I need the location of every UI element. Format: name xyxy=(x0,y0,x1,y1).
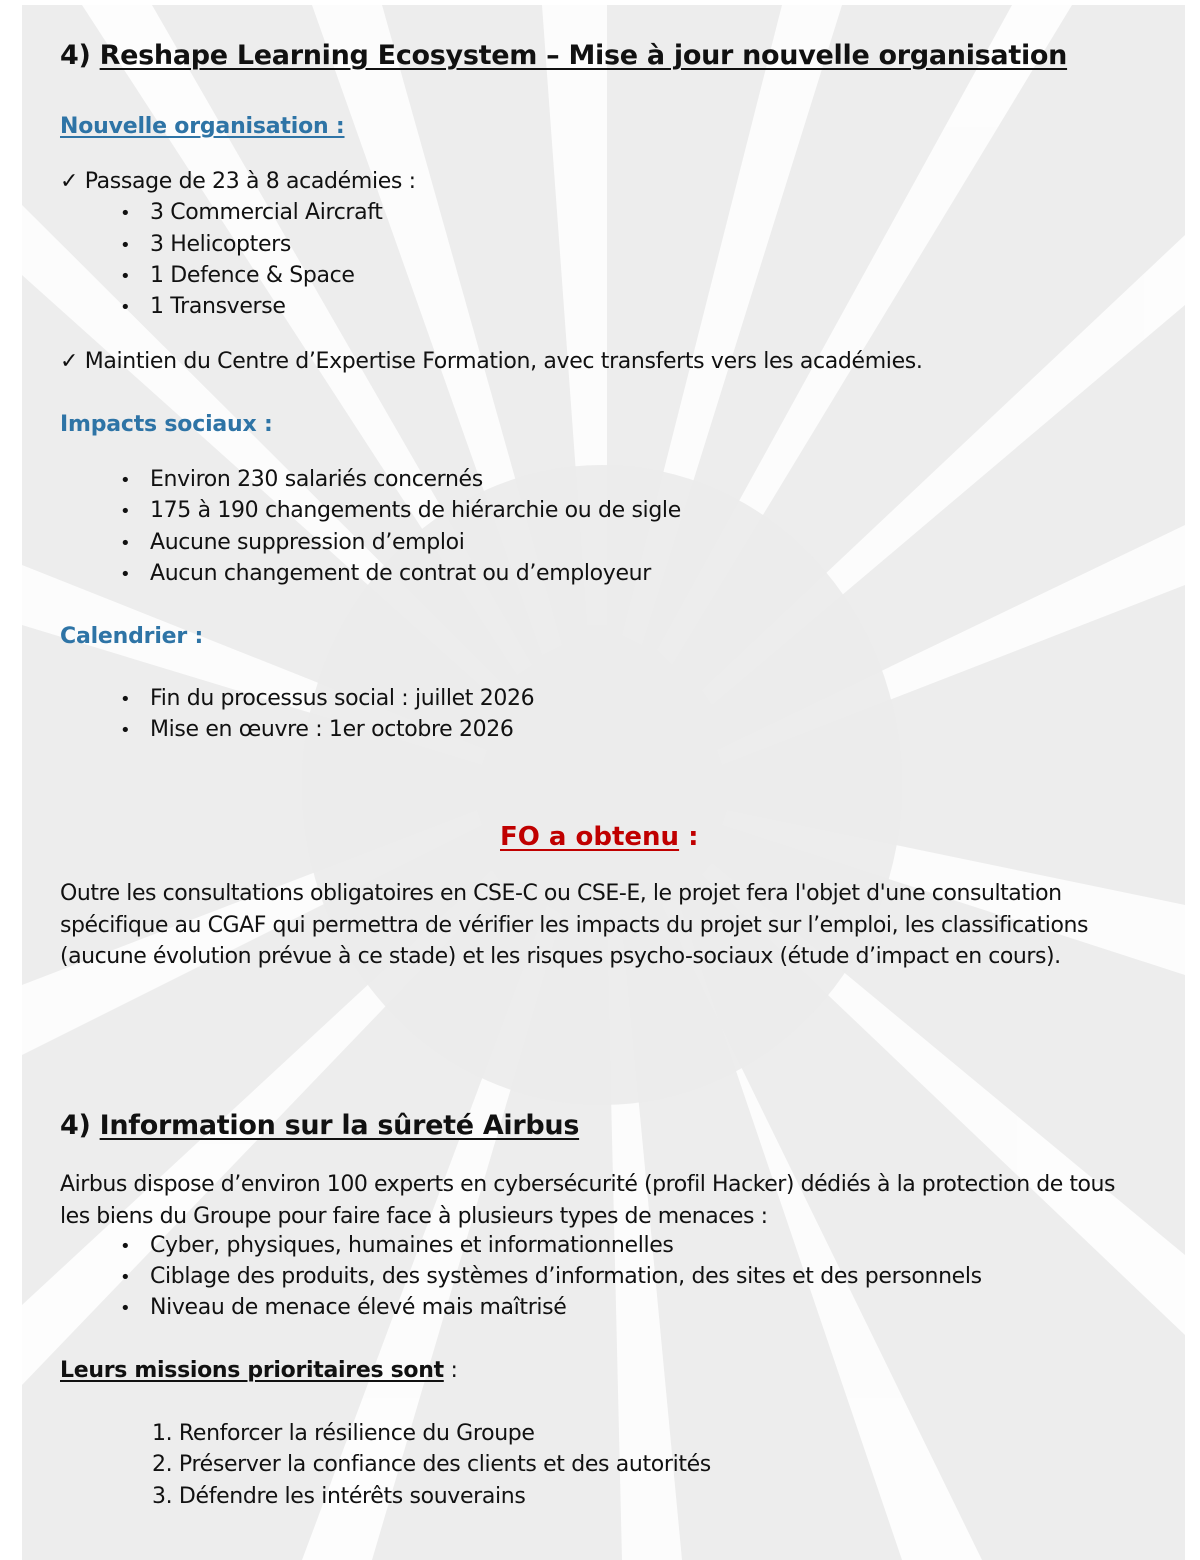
fo-obtenu-heading xyxy=(500,822,699,852)
check-icon: ✓ xyxy=(60,169,79,194)
calendar-item xyxy=(120,717,514,742)
calendar-item-text: Mise en œuvre : 1er octobre 2026 xyxy=(150,717,514,742)
surete-paragraph: Airbus dispose d’environ 100 experts en cybersécurité (profil Hacker) dédiés à la protection de tous les biens du Groupe pour faire face à plusieurs types de menaces : xyxy=(60,1172,1116,1229)
threat-item-text: Ciblage des produits, des systèmes d’information, des sites et des personnels xyxy=(150,1264,982,1289)
section-1-number: 4) xyxy=(60,40,100,71)
impact-item xyxy=(120,530,465,555)
academy-item xyxy=(120,200,383,225)
calendar-item-text: Fin du processus social : juillet 2026 xyxy=(150,686,535,711)
bullet-icon: • xyxy=(120,235,131,256)
bullet-icon: • xyxy=(120,203,131,224)
mission-item: 1. Renforcer la résilience du Groupe xyxy=(152,1421,535,1446)
impact-item-text: Aucun changement de contrat ou d’employeur xyxy=(150,561,651,586)
section-1-title-text: Reshape Learning Ecosystem – Mise à jour nouvelle organisation xyxy=(99,40,1068,71)
bullet-icon: • xyxy=(120,501,131,522)
impact-item-text: 175 à 190 changements de hiérarchie ou de sigle xyxy=(150,498,681,523)
academy-item-text: 1 Transverse xyxy=(150,294,286,319)
academy-item-text: 3 Commercial Aircraft xyxy=(150,200,383,225)
threat-item xyxy=(120,1233,674,1258)
academy-item-text: 3 Helicopters xyxy=(150,232,291,257)
mission-item: 3. Défendre les intérêts souverains xyxy=(152,1484,526,1509)
bullet-icon: • xyxy=(120,470,131,491)
academy-item-text: 1 Defence & Space xyxy=(150,263,355,288)
check-item-text: Maintien du Centre d’Expertise Formation, avec transferts vers les académies. xyxy=(84,349,923,374)
missions-heading xyxy=(60,1358,458,1383)
check-item-maintien xyxy=(60,349,923,374)
bullet-icon: • xyxy=(120,297,131,318)
impact-item xyxy=(120,561,651,586)
impact-item-text: Environ 230 salariés concernés xyxy=(150,467,483,492)
missions-colon: : xyxy=(443,1358,458,1383)
check-item-text: Passage de 23 à 8 académies : xyxy=(84,169,416,194)
section-2-number: 4) xyxy=(60,1110,100,1141)
impacts-sociaux-heading: Impacts sociaux : xyxy=(60,412,273,437)
section-2-title xyxy=(60,1110,579,1141)
bullet-icon: • xyxy=(120,564,131,585)
academy-item xyxy=(120,294,286,319)
section-1-title xyxy=(60,40,1067,71)
check-icon: ✓ xyxy=(60,349,79,374)
missions-heading-text: Leurs missions prioritaires sont xyxy=(60,1358,444,1383)
calendar-item xyxy=(120,686,534,711)
impact-item-text: Aucune suppression d’emploi xyxy=(150,530,465,555)
fo-obtenu-colon: : xyxy=(679,822,699,852)
threat-item xyxy=(120,1295,566,1320)
threat-item-text: Niveau de menace élevé mais maîtrisé xyxy=(150,1295,567,1320)
bullet-icon: • xyxy=(120,689,131,710)
impact-item xyxy=(120,467,483,492)
calendrier-heading: Calendrier : xyxy=(60,624,204,649)
fo-obtenu-heading-text: FO a obtenu xyxy=(500,822,680,852)
bullet-icon: • xyxy=(120,1267,131,1288)
academy-item xyxy=(120,232,291,257)
bullet-icon: • xyxy=(120,1298,131,1319)
fo-obtenu-paragraph: Outre les consultations obligatoires en CSE-C ou CSE-E, le projet fera l'objet d'une consultation spécifique au CGAF qui permettra de vérifier les impacts du projet sur l’emploi, les classifications (aucune évolution prévue à ce stade) et les risques psycho-sociaux (étude d’impact en cours). xyxy=(60,881,1088,969)
bullet-icon: • xyxy=(120,533,131,554)
threat-item-text: Cyber, physiques, humaines et informationnelles xyxy=(150,1233,674,1258)
bullet-icon: • xyxy=(120,720,131,741)
check-item-passage xyxy=(60,169,416,194)
threat-item xyxy=(120,1264,982,1289)
impact-item xyxy=(120,498,681,523)
bullet-icon: • xyxy=(120,1236,131,1257)
section-2-title-text: Information sur la sûreté Airbus xyxy=(99,1110,580,1141)
nouvelle-organisation-heading: Nouvelle organisation : xyxy=(60,114,345,139)
bullet-icon: • xyxy=(120,266,131,287)
academy-item xyxy=(120,263,355,288)
mission-item: 2. Préserver la confiance des clients et des autorités xyxy=(152,1452,711,1477)
